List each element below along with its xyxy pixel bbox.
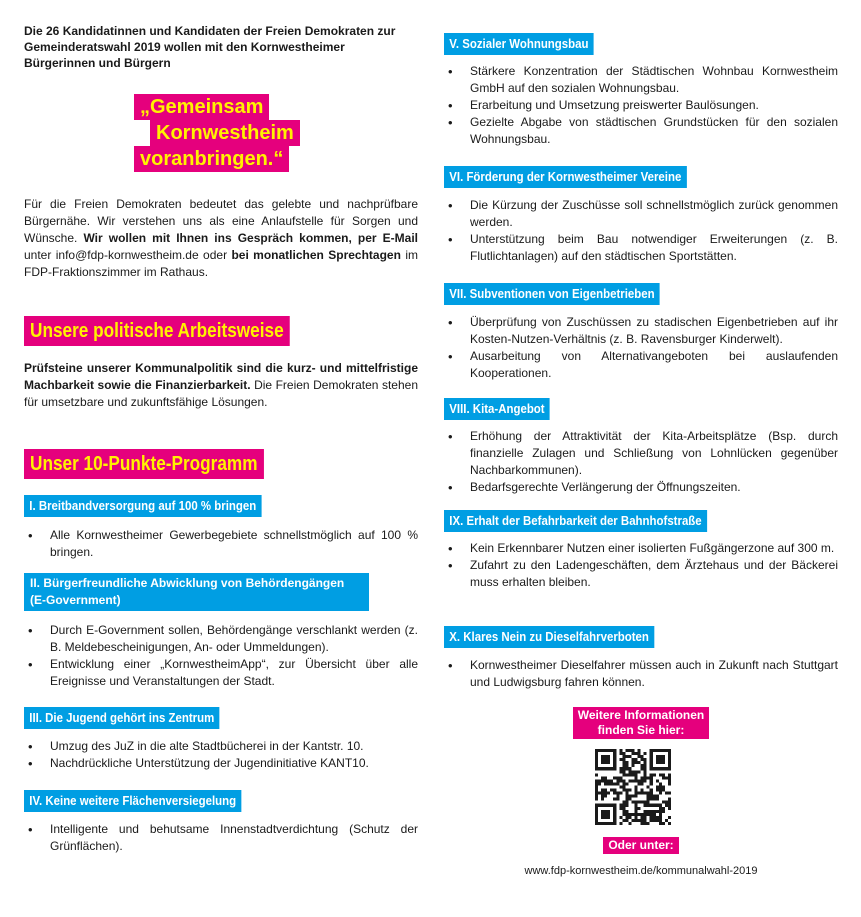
list-item: • Unterstützung beim Bau notwendiger Erweiterungen (z. B. Flutlichtanlagen) auf den städtischen Sportstätten. bbox=[444, 231, 838, 265]
intro-paragraph bbox=[24, 196, 418, 281]
slogan-line-1: „Gemeinsam bbox=[134, 94, 269, 120]
section-title: I. Breitbandversorgung auf 100 % bringen bbox=[24, 495, 262, 517]
heading-programm: Unser 10-Punkte-Programm bbox=[24, 449, 264, 479]
list-item: • Erhöhung der Attraktivität der Kita-Arbeitsplätze (Bsp. durch finanzielle Zulagen und Schließung von Lohnlücken gegenüber Nachbarkommunen). bbox=[444, 428, 838, 479]
list-item: • Kornwestheimer Dieselfahrer müssen auch in Zukunft nach Stuttgart und Ludwigsburg fahren können. bbox=[444, 657, 838, 691]
list-item: • Alle Kornwestheimer Gewerbegebiete schnellstmöglich auf 100 % bringen. bbox=[24, 527, 418, 561]
section-list bbox=[24, 527, 418, 561]
section-title: III. Die Jugend gehört ins Zentrum bbox=[24, 707, 220, 729]
section-title: VII. Subventionen von Eigenbetrieben bbox=[444, 283, 660, 305]
list-item: • Durch E-Government sollen, Behördengänge verschlankt werden (z. B. Meldebescheinigungen, An- oder Ummeldungen). bbox=[24, 622, 418, 656]
list-item: • Stärkere Konzentration der Städtischen Wohnbau Kornwestheim GmbH auf den sozialen Wohnungsbau. bbox=[444, 63, 838, 97]
oder-label: Oder unter: bbox=[603, 837, 678, 854]
para2-text: Die Freien Demokraten stehen für umsetzbare und zukunftsfähige Lösungen. bbox=[24, 378, 418, 409]
section-title: V. Sozialer Wohnungsbau bbox=[444, 33, 594, 55]
para1-bold-b: bei monatlichen Sprechtagen bbox=[231, 248, 401, 262]
slogan-line-2: Kornwestheim bbox=[150, 120, 300, 146]
section-list bbox=[444, 314, 838, 382]
info-label-line-2: finden Sie hier: bbox=[597, 723, 685, 737]
para1-text-a: Für die Freien Demokraten bedeutet das gelebte und nachprüfbare Bürgernähe. Wir verstehen uns als eine Anlaufstelle für Sorgen und Wünsche. bbox=[24, 197, 418, 245]
info-label-box bbox=[444, 707, 838, 739]
section-list bbox=[444, 197, 838, 265]
section-title: IX. Erhalt der Befahrbarkeit der Bahnhofstraße bbox=[444, 510, 707, 532]
list-item: • Erarbeitung und Umsetzung preiswerter Baulösungen. bbox=[444, 97, 838, 114]
list-item: • Nachdrückliche Unterstützung der Jugendinitiative KANT10. bbox=[24, 755, 418, 772]
info-label bbox=[573, 707, 709, 739]
list-item: • Bedarfsgerechte Verlängerung der Öffnungszeiten. bbox=[444, 479, 838, 496]
section-list bbox=[24, 738, 418, 772]
section-list bbox=[24, 622, 418, 690]
info-url[interactable]: www.fdp-kornwestheim.de/kommunalwahl-2019 bbox=[524, 865, 758, 877]
right-column bbox=[444, 0, 838, 917]
section-list bbox=[24, 821, 418, 855]
list-item: • Gezielte Abgabe von städtischen Grundstücken für den sozialen Wohnungsbau. bbox=[444, 114, 838, 148]
section-title: II. Bürgerfreundliche Abwicklung von Behördengängen (E-Government) bbox=[24, 573, 369, 611]
list-item: • Überprüfung von Zuschüssen zu stadischen Eigenbetrieben auf ihr Kosten-Nutzen-Verhältnis (z. B. Ravensburger Kinderwelt). bbox=[444, 314, 838, 348]
oder-label-box bbox=[444, 836, 838, 854]
section-title: X. Klares Nein zu Dieselfahrverboten bbox=[444, 626, 654, 648]
list-item: • Ausarbeitung von Alternativangeboten bei auslaufenden Kooperationen. bbox=[444, 348, 838, 382]
list-item: • Zufahrt zu den Ladengeschäften, dem Ärztehaus und der Bäckerei muss erhalten bleiben. bbox=[444, 557, 838, 591]
list-item: • Intelligente und behutsame Innenstadtverdichtung (Schutz der Grünflächen). bbox=[24, 821, 418, 855]
para2-bold: Prüfsteine unserer Kommunalpolitik sind die kurz- und mittelfristige Machbarkeit sowie die Finanzierbarkeit. bbox=[24, 361, 418, 392]
qr-code-icon[interactable] bbox=[595, 749, 671, 825]
section-title: VIII. Kita-Angebot bbox=[444, 398, 550, 420]
section-list bbox=[444, 540, 838, 591]
section-list bbox=[444, 63, 838, 148]
intro-text: Die 26 Kandidatinnen und Kandidaten der Freien Demokraten zur Gemeinderatswahl 2019 wollen mit den Kornwestheimer Bürgerinnen und Bürgern bbox=[24, 24, 396, 70]
arbeitsweise-paragraph bbox=[24, 360, 418, 411]
info-label-line-1: Weitere Informationen bbox=[577, 708, 705, 722]
slogan bbox=[134, 94, 314, 172]
section-list bbox=[444, 428, 838, 496]
list-item: • Umzug des JuZ in die alte Stadtbücherei in der Kantstr. 10. bbox=[24, 738, 418, 755]
section-title: VI. Förderung der Kornwestheimer Vereine bbox=[444, 166, 687, 188]
list-item: • Kein Erkennbarer Nutzen einer isolierten Fußgängerzone auf 300 m. bbox=[444, 540, 838, 557]
para1-bold-a: Wir wollen mit Ihnen ins Gespräch kommen, per E-Mail bbox=[83, 231, 418, 245]
section-list bbox=[444, 657, 838, 691]
section-title: IV. Keine weitere Flächenversiegelung bbox=[24, 790, 241, 812]
para1-text-b: unter info@fdp-kornwestheim.de oder bbox=[24, 248, 232, 262]
list-item: • Die Kürzung der Zuschüsse soll schnellstmöglich zurück genommen werden. bbox=[444, 197, 838, 231]
list-item: • Entwicklung einer „KornwestheimApp“, zur Übersicht über alle Ereignisse und Veranstaltungen der Stadt. bbox=[24, 656, 418, 690]
heading-arbeitsweise: Unsere politische Arbeitsweise bbox=[24, 316, 290, 346]
slogan-line-3: voranbringen.“ bbox=[134, 146, 289, 172]
para1-text-c: im FDP-Fraktionszimmer im Rathaus. bbox=[24, 248, 418, 279]
left-column bbox=[24, 0, 418, 917]
